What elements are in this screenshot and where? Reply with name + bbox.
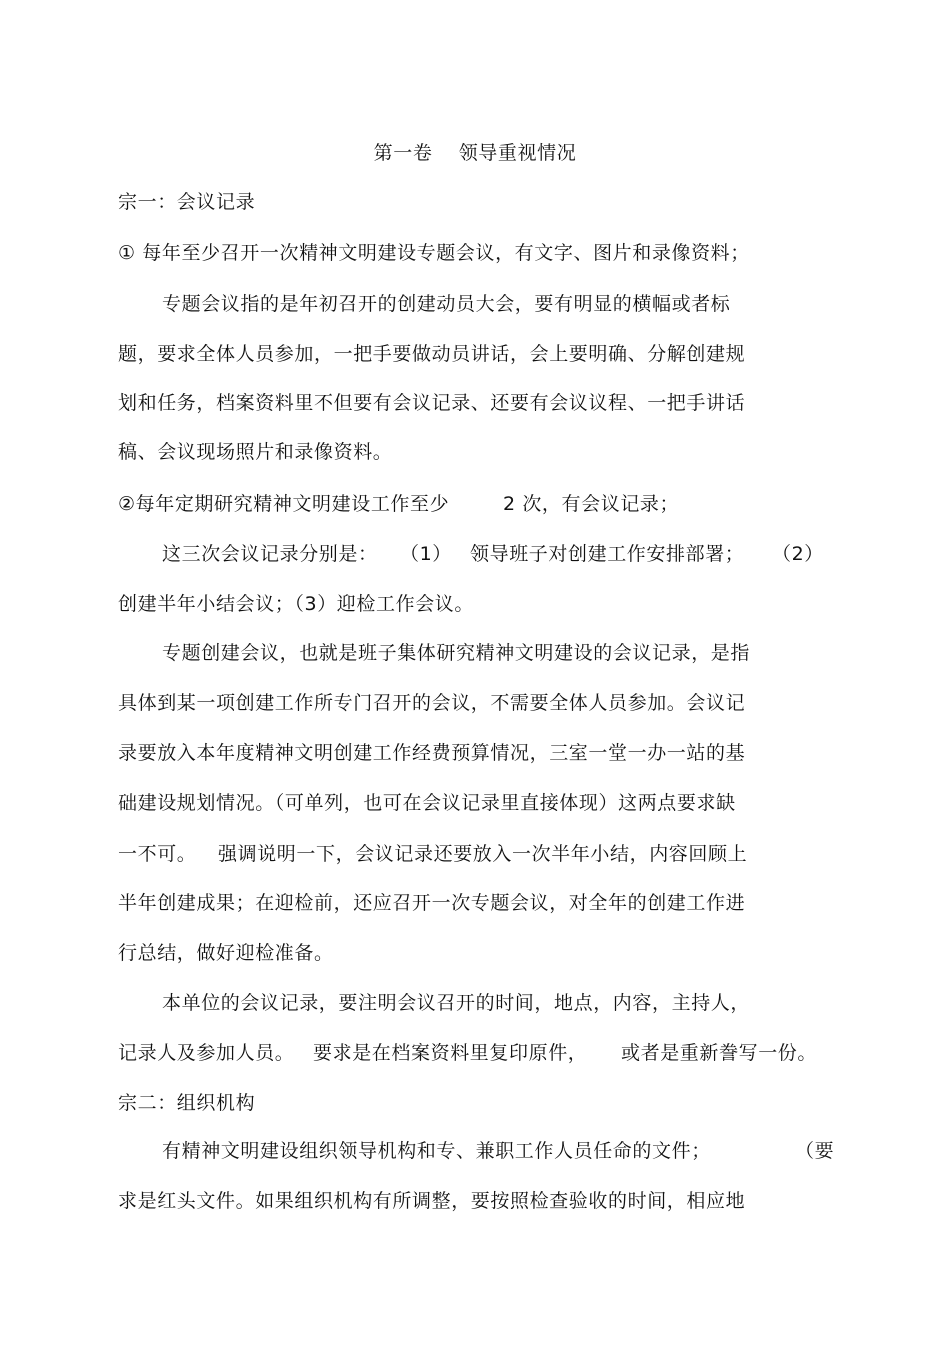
paragraph-line: 划和任务，档案资料里不但要有会议记录、还要有会议议程、一把手讲话: [118, 392, 746, 414]
paragraph-line: 录要放入本年度精神文明创建工作经费预算情况，三室一堂一办一站的基: [118, 742, 746, 764]
paragraph-line-part: 要求是在档案资料里复印原件，: [313, 1042, 588, 1064]
paragraph-line: 求是红头文件。如果组织机构有所调整，要按照检查验收的时间，相应地: [118, 1190, 746, 1212]
requirement-item-2-part2: 2 次，有会议记录；: [503, 493, 680, 515]
paragraph-line: 专题会议指的是年初召开的创建动员大会，要有明显的横幅或者标: [162, 293, 731, 315]
paragraph-line-part: 一不可。: [118, 843, 197, 865]
paragraph-line: 专题创建会议，也就是班子集体研究精神文明建设的会议记录，是指: [162, 642, 751, 664]
paragraph-line-part: 领导班子对创建工作安排部署；: [470, 543, 745, 565]
paragraph-line-part: （要: [795, 1140, 835, 1162]
paragraph-line-part: 记录人及参加人员。: [118, 1042, 295, 1064]
page-title: 第一卷 领导重视情况: [373, 142, 577, 164]
requirement-item-2: [118, 492, 449, 516]
paragraph-line: 创建半年小结会议；（3）迎检工作会议。: [118, 593, 474, 615]
list-marker-1: （1）: [400, 543, 452, 565]
paragraph-line-part: 强调说明一下，会议记录还要放入一次半年小结，内容回顾上: [218, 843, 748, 865]
section-heading-meeting-records: 宗一：会议记录: [118, 191, 256, 213]
section-heading-organization: 宗二：组织机构: [118, 1092, 256, 1114]
paragraph-line: 本单位的会议记录，要注明会议召开的时间，地点，内容，主持人，: [162, 992, 751, 1014]
requirement-item-1: ① 每年至少召开一次精神文明建设专题会议，有文字、图片和录像资料；: [118, 242, 750, 264]
paragraph-line: 题，要求全体人员参加，一把手要做动员讲话，会上要明确、分解创建规: [118, 343, 746, 365]
paragraph-line: 础建设规划情况。（可单列，也可在会议记录里直接体现）这两点要求缺: [118, 792, 736, 814]
paragraph-line-part: 或者是重新誊写一份。: [621, 1042, 818, 1064]
requirement-item-2-part1: ②每年定期研究精神文明建设工作至少: [118, 493, 450, 515]
paragraph-line: 半年创建成果；在迎检前，还应召开一次专题会议，对全年的创建工作进: [118, 892, 746, 914]
paragraph-line-part: 这三次会议记录分别是：: [162, 543, 378, 565]
list-marker-2: （2）: [772, 543, 824, 565]
paragraph-line: 稿、会议现场照片和录像资料。: [118, 441, 393, 463]
paragraph-line-part: 有精神文明建设组织领导机构和专、兼职工作人员任命的文件；: [162, 1140, 711, 1162]
paragraph-line: 行总结，做好迎检准备。: [118, 942, 334, 964]
paragraph-line: 具体到某一项创建工作所专门召开的会议，不需要全体人员参加。会议记: [118, 692, 746, 714]
